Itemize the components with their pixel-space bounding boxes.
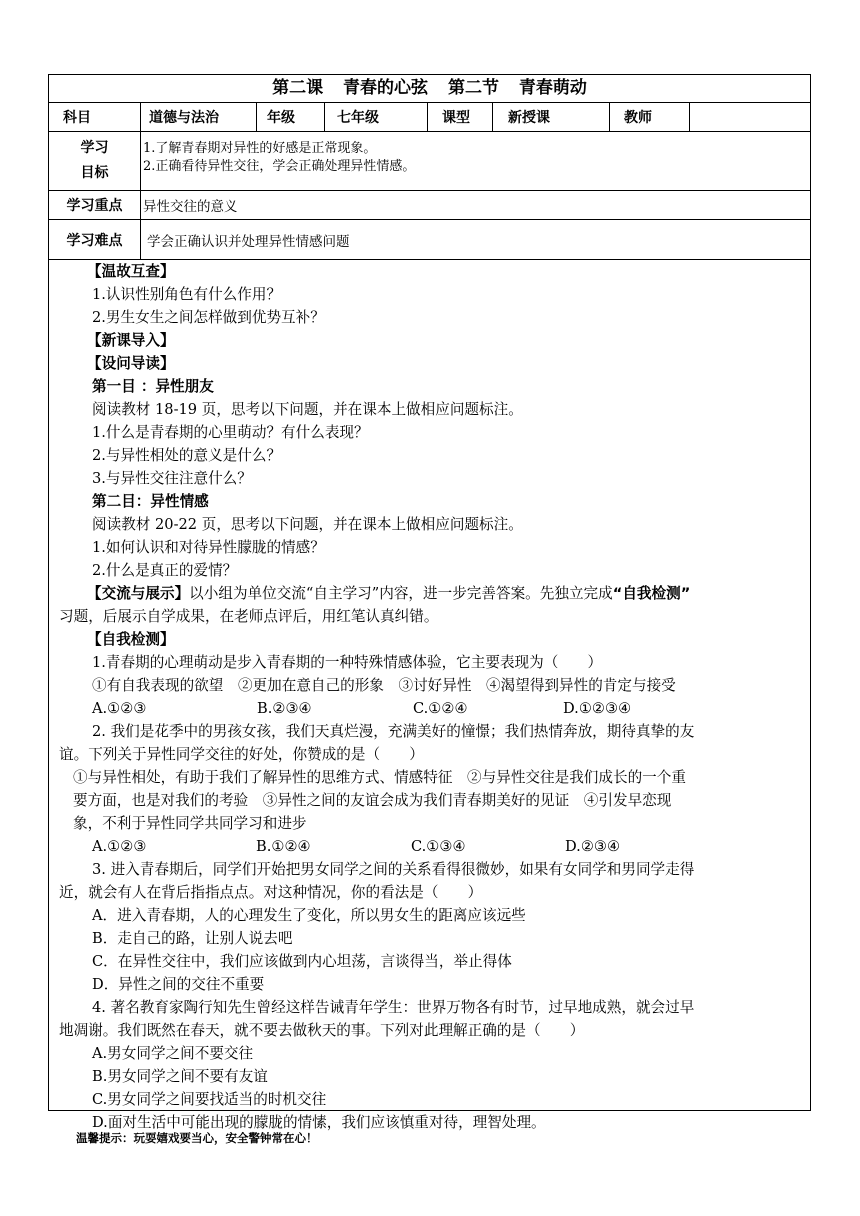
lesson-type-label: 课型 bbox=[428, 103, 493, 131]
section-heading: 【交流与展示】 bbox=[87, 585, 190, 602]
grade-label: 年级 bbox=[257, 103, 325, 131]
goal-item: 2.正确看待异性交往，学会正确处理异性情感。 bbox=[143, 159, 416, 174]
subject-value: 道德与法治 bbox=[141, 103, 257, 131]
exchange-line: 习题，后展示自学成果，在老师点评后，用红笔认真纠错。 bbox=[59, 608, 439, 625]
question-line: 3.与异性交往注意什么？ bbox=[92, 470, 252, 487]
teacher-value bbox=[690, 103, 812, 131]
section-heading: 【设问导读】 bbox=[87, 355, 175, 372]
section-heading: 【新课导入】 bbox=[87, 332, 175, 349]
focus-label: 学习重点 bbox=[49, 191, 141, 219]
subsection-heading: 第二目：异性情感 bbox=[92, 493, 209, 510]
question-line: 1.什么是青春期的心里萌动？有什么表现？ bbox=[92, 424, 369, 441]
option-a: A.①②③ bbox=[92, 838, 147, 855]
option-a: A．进入青春期，人的心理发生了变化，所以男女生的距离应该远些 bbox=[92, 907, 526, 924]
option-a: A.男女同学之间不要交往 bbox=[92, 1045, 254, 1062]
question-stem: 地凋谢。我们既然在春天，就不要去做秋天的事。下列对此理解正确的是（ ） bbox=[59, 1022, 585, 1039]
subject-label: 科目 bbox=[49, 103, 141, 131]
option-c: C．在异性交往中，我们应该做到内心坦荡，言谈得当，举止得体 bbox=[92, 953, 512, 970]
option-d: D.面对生活中可能出现的朦胧的情愫，我们应该慎重对待，理智处理。 bbox=[92, 1114, 546, 1131]
question-line: 1.认识性别角色有什么作用？ bbox=[92, 286, 282, 303]
question-stem: 4. 著名教育家陶行知先生曾经这样告诫青年学生：世界万物各有时节，过早地成熟，就会过早 bbox=[92, 999, 695, 1016]
content-area bbox=[49, 260, 810, 1131]
option-a: A.①②③ bbox=[92, 700, 147, 717]
question-line: 1.如何认识和对待异性朦胧的情感？ bbox=[92, 539, 325, 556]
difficulty-row bbox=[49, 220, 810, 260]
goals-label: 学习 目标 bbox=[49, 132, 141, 190]
worksheet-table bbox=[48, 74, 811, 1131]
question-stem: 3. 进入青春期后，同学们开始把男女同学之间的关系看得很微妙，如果有女同学和男同学走得 bbox=[92, 861, 695, 878]
question-stem: 1.青春期的心理萌动是步入青春期的一种特殊情感体验，它主要表现为（ ） bbox=[92, 654, 603, 671]
focus-row bbox=[49, 191, 810, 220]
question-line: 2.男生女生之间怎样做到优势互补？ bbox=[92, 309, 325, 326]
option-d: D.①②③④ bbox=[563, 700, 632, 717]
instruction-line: 阅读教材 20-22 页，思考以下问题，并在课本上做相应问题标注。 bbox=[92, 516, 523, 533]
option-c: C.男女同学之间要找适当的时机交往 bbox=[92, 1091, 327, 1108]
section-heading: 【自我检测】 bbox=[87, 631, 175, 648]
option-b: B．走自己的路，让别人说去吧 bbox=[92, 930, 293, 947]
teacher-label: 教师 bbox=[610, 103, 690, 131]
question-line: 2.与异性相处的意义是什么？ bbox=[92, 447, 282, 464]
option-c: C.①③④ bbox=[411, 838, 466, 855]
question-statements: 要方面，也是对我们的考验 ③异性之间的友谊会成为我们青春期美好的见证 ④引发早恋现 bbox=[73, 792, 672, 809]
question-stem: 2. 我们是花季中的男孩女孩，我们天真烂漫，充满美好的憧憬；我们热情奔放，期待真挚的友 bbox=[92, 723, 695, 740]
section-heading: 【温故互查】 bbox=[87, 263, 175, 280]
exchange-line: 【交流与展示】以小组为单位交流“自主学习”内容，进一步完善答案。先独立完成“自我检测” bbox=[87, 585, 691, 602]
question-statements: ①有自我表现的欲望 ②更加在意自己的形象 ③讨好异性 ④渴望得到异性的肯定与接受 bbox=[92, 677, 676, 694]
option-b: B.男女同学之间不要有友谊 bbox=[92, 1068, 268, 1085]
difficulty-label: 学习难点 bbox=[49, 220, 141, 259]
option-d: D．异性之间的交往不重要 bbox=[92, 976, 265, 993]
goal-item: 1.了解青春期对异性的好感是正常现象。 bbox=[143, 141, 377, 156]
subsection-heading: 第一目 ：异性朋友 bbox=[92, 378, 214, 395]
focus-text: 异性交往的意义 bbox=[143, 199, 238, 215]
info-row bbox=[49, 103, 810, 132]
option-c: C.①②④ bbox=[413, 700, 468, 717]
grade-value: 七年级 bbox=[325, 103, 428, 131]
footer-tip: 温馨提示：玩耍嬉戏要当心，安全警钟常在心！ bbox=[76, 1131, 318, 1145]
lesson-type-value: 新授课 bbox=[493, 103, 610, 131]
question-stem: 近，就会有人在背后指指点点。对这种情况，你的看法是（ ） bbox=[59, 884, 483, 901]
title-row bbox=[49, 75, 810, 103]
option-b: B.①②④ bbox=[256, 838, 311, 855]
difficulty-text: 学会正确认识并处理异性情感问题 bbox=[147, 233, 350, 250]
question-line: 2.什么是真正的爱情？ bbox=[92, 562, 238, 579]
goals-row bbox=[49, 132, 810, 191]
goals-text bbox=[141, 132, 810, 190]
option-b: B.②③④ bbox=[257, 700, 312, 717]
question-stem: 谊。下列关于异性同学交往的好处，你赞成的是（ ） bbox=[59, 746, 424, 763]
option-d: D.②③④ bbox=[565, 838, 621, 855]
question-statements: 象，不利于异性同学共同学习和进步 bbox=[73, 815, 307, 832]
question-statements: ①与异性相处，有助于我们了解异性的思维方式、情感特征 ②与异性交往是我们成长的一个重 bbox=[73, 769, 686, 786]
lesson-title: 第二课 青春的心弦 第二节 青春萌动 bbox=[272, 78, 587, 98]
instruction-line: 阅读教材 18-19 页，思考以下问题，并在课本上做相应问题标注。 bbox=[92, 401, 523, 418]
